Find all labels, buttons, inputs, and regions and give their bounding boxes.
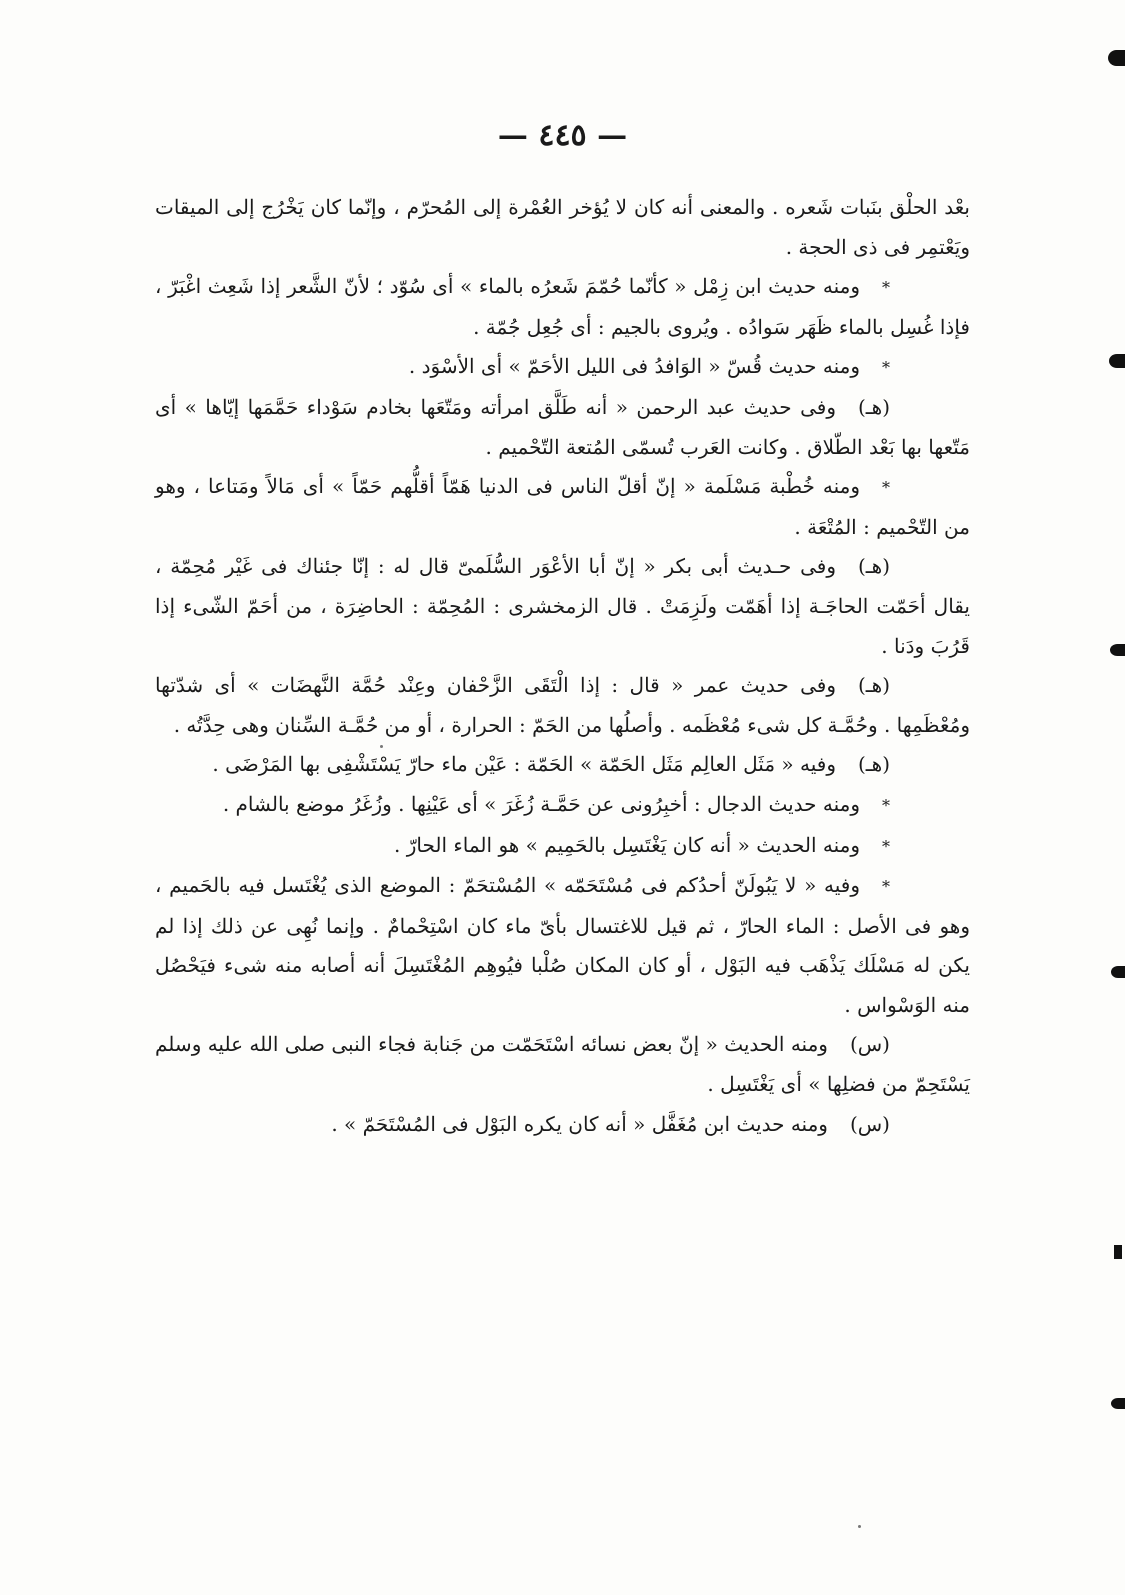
paragraph-entry	[155, 1105, 970, 1145]
paragraph-text: وفى حـديث أبى بكر « إنّ أبا الأعْوَر السُّلَمىّ قال له : إنّا جئناك فى غَيْر مُحِمّة ، يقال أحَمّت الحاجَـة إذا أهَمّت ولَزِمَتْ . قال الزمخشرى : المُحِمّة : الحاضِرَة ، من أحَمّ الشّىء إذا قَرُبَ ودَنا .	[155, 554, 970, 658]
paragraph-text: وفى حديث عبد الرحمن « أنه طَلَّق امرأته ومَتّعَها بخادم سَوْداء حَمَّمَها إيّاها » أى مَتّعها بها بَعْد الطّلاق . وكانت العَرب تُسمّى المُتعة التّحْميم .	[155, 394, 970, 459]
paragraph-entry	[155, 547, 970, 666]
source-marker: (هـ)	[857, 394, 890, 419]
paragraph-text: ومنه حديث قُسّ « الوَافدُ فى الليل الأحَمّ » أى الأسْوَد .	[408, 354, 860, 379]
binding-hole-mark	[1110, 644, 1125, 656]
paragraph-entry	[155, 388, 970, 467]
binding-hole-mark	[1114, 1245, 1122, 1259]
source-marker: (هـ)	[857, 554, 890, 579]
binding-hole-mark	[1108, 50, 1125, 66]
paragraph-text: وفيه « لا يَبُولَنّ أحدُكم فى مُسْتَحَمّه » المُسْتحَمّ : الموضع الذى يُغْتَسل فيه بالحَميم ، وهو فى الأصل : الماء الحارّ ، ثم قيل للاغتسال بأىّ ماء كان اسْتِحْمامٌ . وإنما نُهِى عن ذلك إذا لم يكن له مَسْلَك يَذْهَب فيه البَوْل ، أو كان المكان صُلْبا فيُوهِم المُغْتَسِلَ أنه أصابه منه شىء فيَحْصُل منه الوَسْواس .	[155, 873, 970, 1017]
binding-hole-mark	[1111, 1398, 1125, 1409]
paragraph-entry	[155, 467, 970, 547]
paragraph-text: ومنه الحديث « أنه كان يَغْتَسِل بالحَمِيم » هو الماء الحارّ .	[393, 832, 860, 857]
paragraph-text: بعْد الحلْق بنَبات شَعره . والمعنى أنه كان لا يُؤخر العُمْرة إلى المُحرّم ، وإنّما كان يَخْرُج إلى الميقات ويَعْتمِر فى ذى الحجة .	[155, 195, 970, 259]
paragraph-entry	[155, 826, 970, 867]
body-text	[155, 188, 970, 1144]
paragraph-text: ومنه حديث الدجال : أخبِرُونى عن حَمَّـة زُغَرَ » أى عَيْنِها . وزُغَرُ موضع بالشام .	[222, 791, 860, 816]
paragraph-continuation	[155, 188, 970, 267]
binding-hole-mark	[1109, 354, 1125, 368]
star-marker: *	[882, 877, 890, 897]
paragraph-entry	[155, 745, 970, 785]
star-marker: *	[882, 358, 890, 378]
paragraph-entry	[155, 347, 970, 388]
paragraph-entry	[155, 1025, 970, 1104]
paragraph-text: ومنه حديث ابن مُغَفَّل « أنه كان يكره البَوْل فى المُسْتَحَمّ » .	[331, 1111, 828, 1136]
binding-hole-mark	[1111, 966, 1125, 978]
scan-speck	[858, 1525, 861, 1528]
star-marker: *	[882, 278, 890, 298]
source-marker: (هـ)	[857, 673, 890, 698]
paragraph-text: وفى حديث عمر « قال : إذا الْتَقَى الزَّحْفان وعِنْد حُمَّة النَّهضَات » أى شدّتها ومُعْظَمِها . وحُمَّـة كل شىء مُعْظَمه . وأصلُها من الحَمّ : الحرارة ، أو من حُمَّـة السِّنان وهى حِدَّتُه .	[155, 673, 970, 737]
source-marker: (س)	[849, 1032, 890, 1057]
paragraph-text: ومنه خُطْبة مَسْلَمة « إنّ أقلّ الناس فى الدنيا هَمّاً أقلُّهم حَمّاً » أى مَالاً ومَتاعا ، وهو من التّحْميم : المُتْعَة .	[155, 474, 970, 539]
source-marker: (س)	[849, 1111, 890, 1136]
star-marker: *	[882, 795, 890, 815]
paragraph-entry	[155, 666, 970, 745]
paragraph-text: ومنه الحديث « إنّ بعض نسائه اسْتَحَمّت من جَنابة فجاء النبى صلى الله عليه وسلم يَسْتَحِمّ من فضلِها » أى يَغْتَسِل .	[155, 1032, 970, 1097]
star-marker: *	[882, 478, 891, 498]
paragraph-entry	[155, 866, 970, 1025]
scan-speck	[380, 745, 383, 748]
paragraph-text: ومنه حديث ابن زِمْل « كأنّما حُمّمَ شَعرُه بالماء » أى سُوّد ؛ لأنّ الشَّعر إذا شَعِث اغْبَرّ ، فإذا غُسِل بالماء ظَهَر سَوادُه . ويُروى بالجيم : أى جُعِل جُمّة .	[155, 274, 970, 339]
page-number: — ٤٤٥ —	[497, 118, 628, 153]
paragraph-entry	[155, 785, 970, 826]
paragraph-text: وفيه « مَثَل العالِم مَثَل الحَمّة » الحَمّة : عَيْن ماء حارّ يَسْتَشْفِى بها المَرْضَى .	[212, 752, 836, 777]
paragraph-entry	[155, 267, 970, 347]
source-marker: (هـ)	[857, 752, 890, 777]
star-marker: *	[882, 836, 890, 856]
